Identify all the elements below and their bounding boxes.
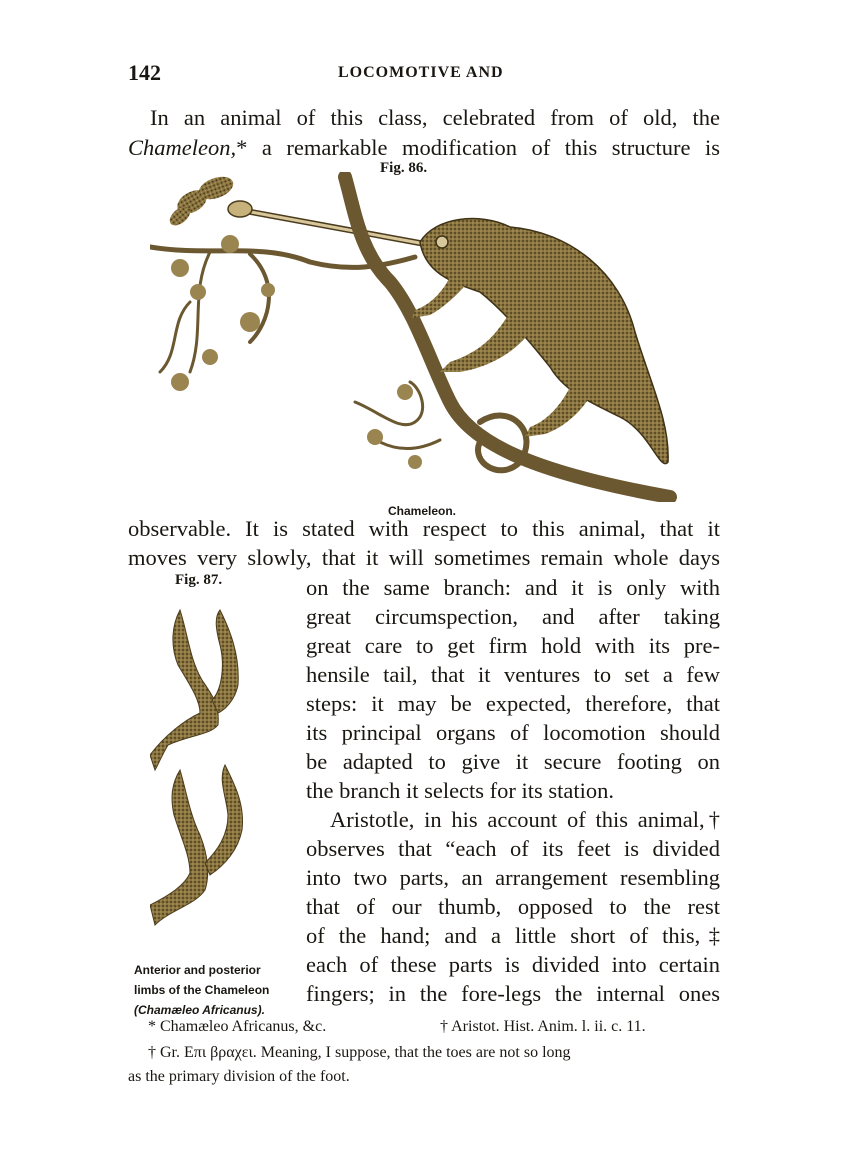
column-line-15: fingers; in the fore-legs the internal ones	[306, 981, 720, 1006]
intro-line-2-rest: * a remarkable modification of this structure is	[236, 135, 720, 160]
intro-line-2	[128, 134, 720, 162]
chameleon-body	[412, 219, 668, 464]
figure-87-label: Fig. 87.	[175, 572, 223, 588]
chameleon-italic: Chameleon,	[128, 135, 237, 160]
column-line-13: of the hand; and a little short of this,‡	[306, 923, 720, 948]
posterior-limb	[150, 765, 243, 925]
column-line-12: that of our thumb, opposed to the rest	[306, 894, 720, 919]
intro-line-1: In an animal of this class, celebrated from of old, the	[150, 105, 720, 130]
footnote-dagger: † Aristot. Hist. Anim. l. ii. c. 11.	[440, 1018, 646, 1035]
column-line-3: great care to get firm hold with its pre-	[306, 633, 720, 658]
column-line-5: steps: it may be expected, therefore, that	[306, 691, 720, 716]
footnote-ddagger-line-1: † Gr. Επι βραχει. Meaning, I suppose, that the toes are not so long	[148, 1044, 571, 1061]
figure-87-caption-line-3: (Chamæleo Africanus).	[134, 1003, 265, 1017]
full-line-1: observable. It is stated with respect to this animal, that it	[128, 516, 720, 541]
column-line-11: into two parts, an arrangement resembling	[306, 865, 720, 890]
figure-87-caption-line-2: limbs of the Chameleon	[134, 983, 270, 997]
moth-shape	[166, 172, 236, 229]
full-line-2: moves very slowly, that it will sometimes remain whole days	[128, 545, 720, 570]
figure-86-caption: Chameleon.	[388, 504, 457, 518]
footnote-star: * Chamæleo Africanus, &c.	[148, 1018, 327, 1035]
chameleon-illustration	[150, 172, 710, 502]
page-number: 142	[128, 60, 161, 85]
column-line-10: observes that “each of its feet is divided	[306, 836, 720, 861]
column-line-14: each of these parts is divided into certain	[306, 952, 720, 977]
column-line-7: be adapted to give it secure footing on	[306, 749, 720, 774]
running-title: LOCOMOTIVE AND	[338, 64, 504, 81]
anterior-limb	[150, 610, 238, 770]
column-line-4: hensile tail, that it ventures to set a few	[306, 662, 720, 687]
chameleon-limbs-illustration	[150, 605, 270, 945]
figure-87-caption	[134, 960, 269, 1020]
column-line-1: on the same branch: and it is only with	[306, 575, 720, 600]
figure-87-caption-line-1: Anterior and posterior	[134, 963, 261, 977]
figure-86-label: Fig. 86.	[380, 160, 428, 176]
column-line-8: the branch it selects for its station.	[306, 778, 615, 803]
column-line-6: its principal organs of locomotion should	[306, 720, 720, 745]
footnote-ddagger-line-2: as the primary division of the foot.	[128, 1068, 350, 1085]
tongue-shape	[228, 201, 425, 244]
column-line-9: Aristotle, in his account of this animal,†	[330, 807, 720, 832]
column-line-2: great circumspection, and after taking	[306, 604, 720, 629]
